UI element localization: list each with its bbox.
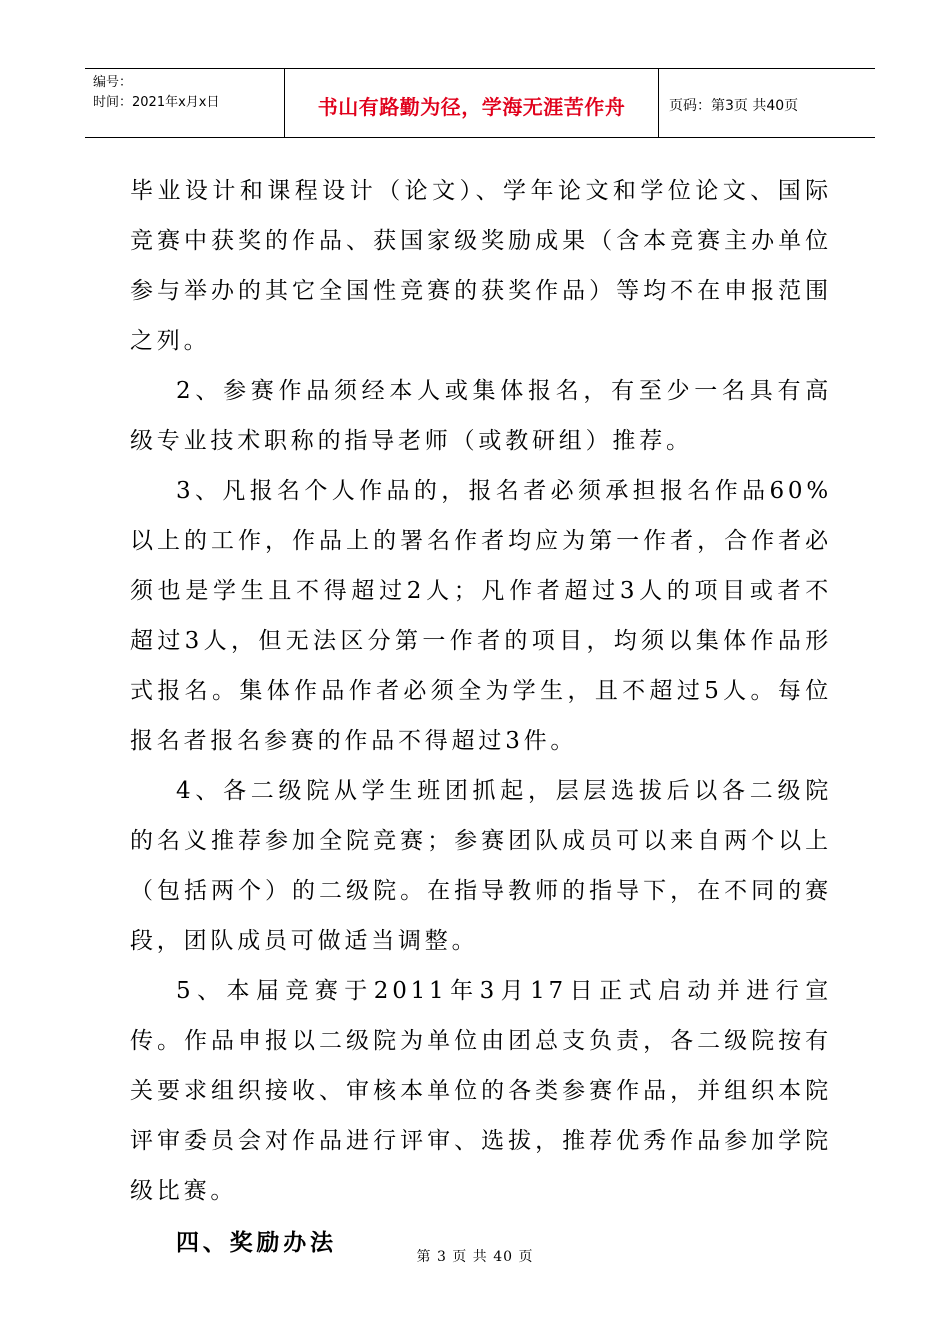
header-meta xyxy=(85,69,285,137)
document-time: 时间：2021年x月x日 xyxy=(93,95,220,110)
page-footer: 第 3 页 共 40 页 xyxy=(416,1249,534,1265)
header-motto: 书山有路勤为径，学海无涯苦作舟 xyxy=(285,69,659,137)
document-body xyxy=(130,166,832,1268)
section-heading: 四、奖励办法 xyxy=(176,1230,337,1256)
page-header xyxy=(85,68,875,138)
paragraph-item-5: 5、本届竞赛于2011年3月17日正式启动并进行宣传。作品申报以二级院为单位由团总支负责，各二级院按有关要求组织接收、审核本单位的各类参赛作品，并组织本院评审委员会对作品进行评审、选拔，推荐优秀作品参加学院级比赛。 xyxy=(130,978,832,1204)
paragraph-item-4: 4、各二级院从学生班团抓起，层层选拔后以各二级院的名义推荐参加全院竞赛；参赛团队成员可以来自两个以上（包括两个）的二级院。在指导教师的指导下，在不同的赛段，团队成员可做适当调整。 xyxy=(130,778,832,954)
paragraph-item-2: 2、参赛作品须经本人或集体报名，有至少一名具有高级专业技术职称的指导老师（或教研组）推荐。 xyxy=(130,378,832,454)
paragraph-item-3: 3、凡报名个人作品的，报名者必须承担报名作品60%以上的工作，作品上的署名作者均应为第一作者，合作者必须也是学生且不得超过2人；凡作者超过3人的项目或者不超过3人，但无法区分第一作者的项目，均须以集体作品形式报名。集体作品作者必须全为学生，且不超过5人。每位报名者报名参赛的作品不得超过3件。 xyxy=(130,478,832,754)
paragraph-continuation: 毕业设计和课程设计（论文）、学年论文和学位论文、国际竞赛中获奖的作品、获国家级奖励成果（含本竞赛主办单位参与举办的其它全国性竞赛的获奖作品）等均不在申报范围之列。 xyxy=(130,178,832,354)
document-number: 编号： xyxy=(93,75,133,90)
header-page-number: 页码：第3页 共40页 xyxy=(669,98,799,114)
